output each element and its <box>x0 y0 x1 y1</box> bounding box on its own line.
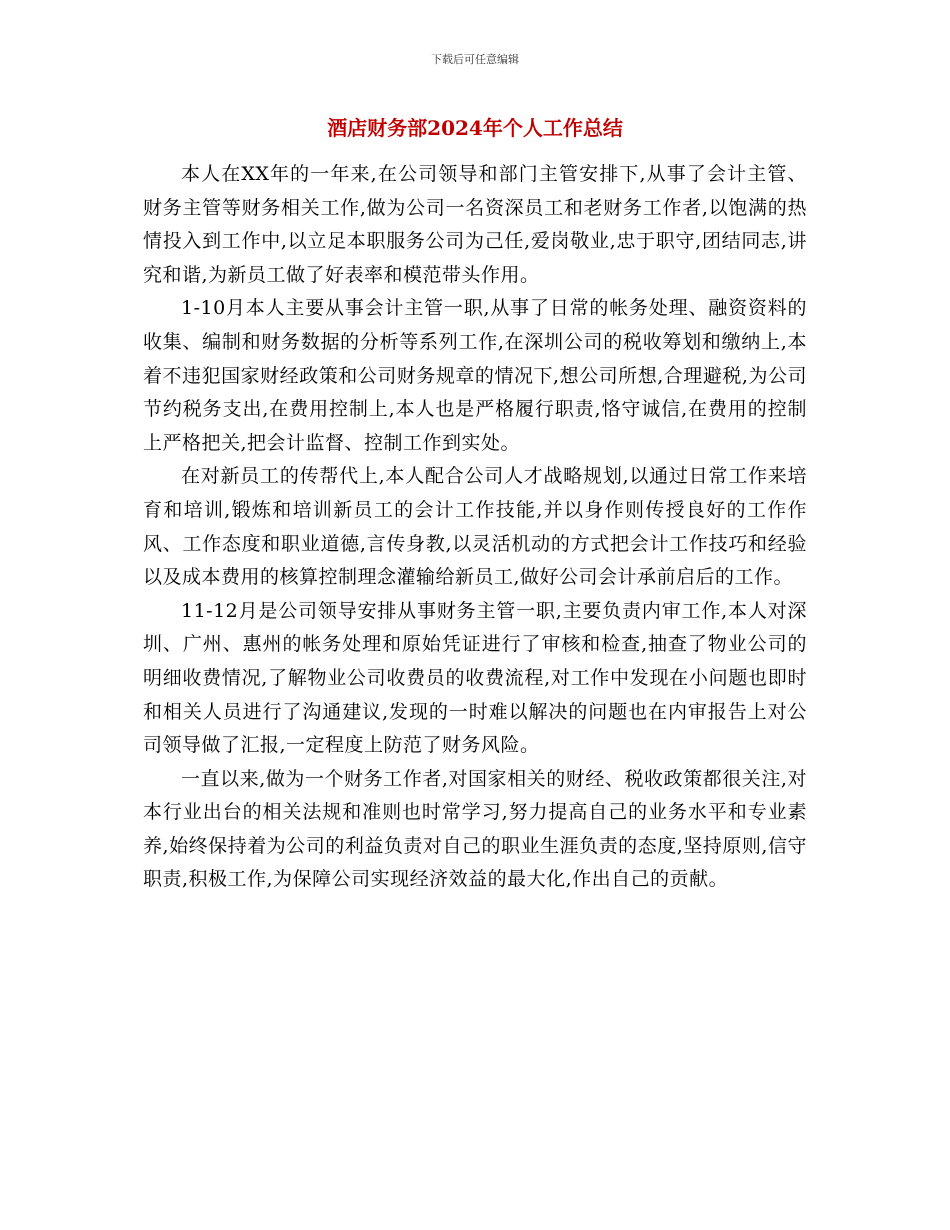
document-title: 酒店财务部2024年个人工作总结 <box>327 116 623 140</box>
paragraph-2: 1-10月本人主要从事会计主管一职,从事了日常的帐务处理、融资资料的收集、编制和财务数据的分析等系列工作,在深圳公司的税收筹划和缴纳上,本着不违犯国家财经政策和公司财务规章的情况下,想公司所想,合理避税,为公司节约税务支出,在费用控制上,本人也是严格履行职责,恪守诚信,在费用的控制上严格把关,把会计监督、控制工作到实处。 <box>143 297 807 454</box>
page-header-note: 下载后可任意编辑 <box>431 53 519 66</box>
paragraph-4: 11-12月是公司领导安排从事财务主管一职,主要负责内审工作,本人对深圳、广州、惠州的帐务处理和原始凭证进行了审核和检查,抽查了物业公司的明细收费情况,了解物业公司收费员的收费流程,对工作中发现在小问题也即时和相关人员进行了沟通建议,发现的一时难以解决的问题也在内审报告上对公司领导做了汇报,一定程度上防范了财务风险。 <box>143 599 807 757</box>
paragraph-1: 本人在XX年的一年来,在公司领导和部门主管安排下,从事了会计主管、财务主管等财务相关工作,做为公司一名资深员工和老财务工作者,以饱满的热情投入到工作中,以立足本职服务公司为己任,爱岗敬业,忠于职守,团结同志,讲究和谐,为新员工做了好表率和模范带头作用。 <box>143 163 807 286</box>
document-body <box>143 158 807 897</box>
paragraph-5: 一直以来,做为一个财务工作者,对国家相关的财经、税收政策都很关注,对本行业出台的相关法规和准则也时常学习,努力提高自己的业务水平和专业素养,始终保持着为公司的利益负责对自己的职业生涯负责的态度,坚持原则,信守职责,积极工作,为保障公司实现经济效益的最大化,作出自己的贡献。 <box>143 767 807 891</box>
paragraph-3: 在对新员工的传帮代上,本人配合公司人才战略规划,以通过日常工作来培育和培训,锻炼和培训新员工的会计工作技能,并以身作则传授良好的工作作风、工作态度和职业道德,言传身教,以灵活机动的方式把会计工作技巧和经验以及成本费用的核算控制理念灌输给新员工,做好公司会计承前启后的工作。 <box>143 465 807 589</box>
